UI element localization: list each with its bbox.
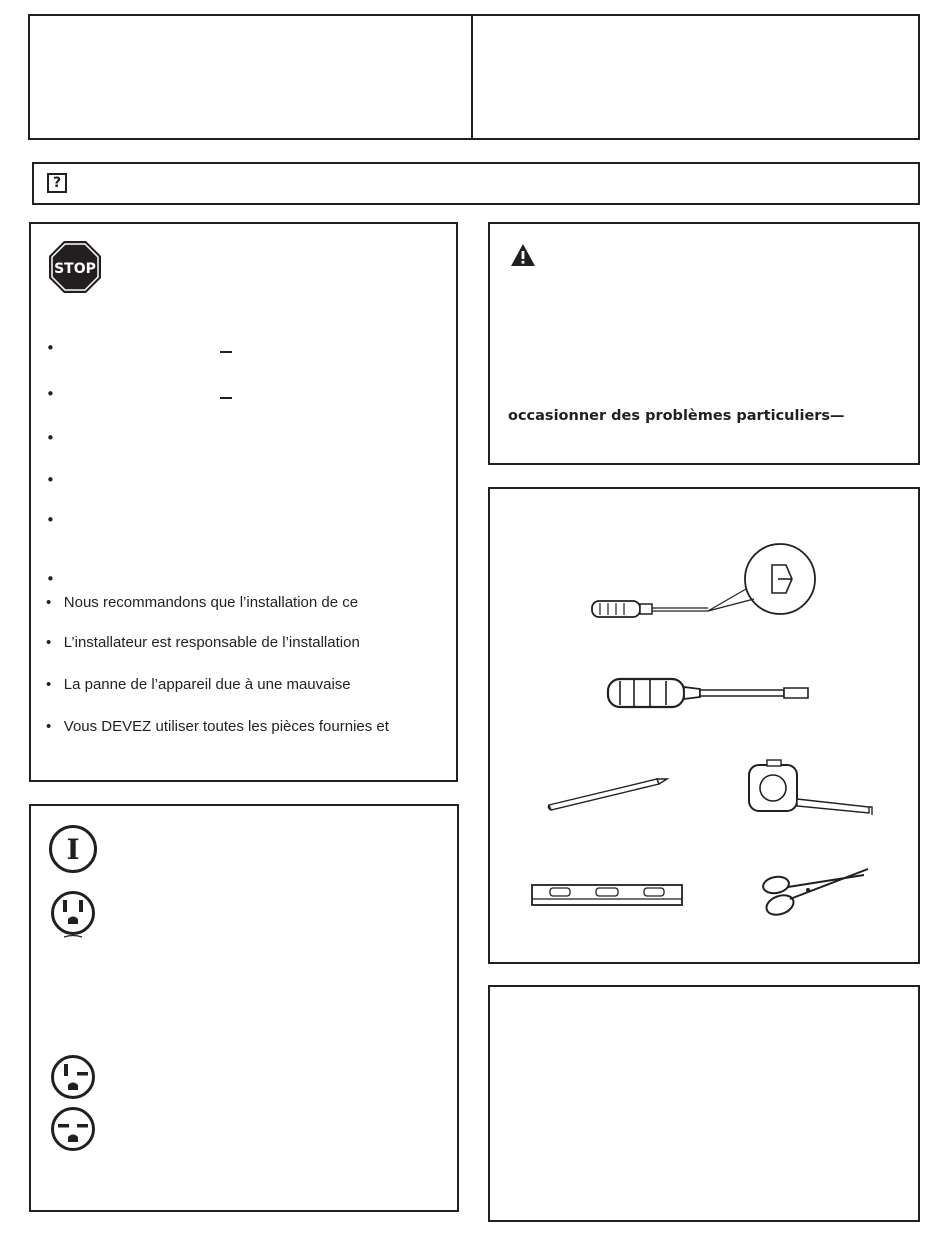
before-you-begin-panel — [29, 222, 458, 782]
phillips-screwdriver-icon — [590, 539, 822, 619]
electrical-panel — [29, 804, 459, 1212]
header-divider — [471, 16, 473, 138]
warning-triangle-icon — [510, 243, 536, 267]
question-icon: ? — [47, 173, 67, 193]
blank-panel — [488, 985, 920, 1222]
outlet-twist-lock-icon — [50, 1054, 96, 1100]
stop-sign-label: STOP — [54, 261, 96, 277]
information-icon — [48, 824, 98, 874]
bullet-3: • — [46, 429, 55, 447]
note-text-2: L’installateur est responsable de l’installation — [63, 634, 360, 651]
tools-panel — [488, 487, 920, 964]
note-row-2: • L’installateur est responsable de l’installation — [46, 634, 360, 651]
outlet-three-prong-icon — [50, 890, 96, 938]
note-text-3: La panne de l’appareil due à une mauvaise — [63, 676, 351, 693]
note-text-1: Nous recommandons que l’installation de ce — [63, 594, 359, 611]
question-banner — [32, 162, 920, 205]
bullet-6: • — [46, 570, 55, 588]
note-text-4: Vous DEVEZ utiliser toutes les pièces fournies et — [63, 718, 389, 735]
note-row-1: • Nous recommandons que l’installation de ce — [46, 594, 359, 611]
note-row-3: • La panne de l’appareil due à une mauvaise — [46, 676, 351, 693]
dash-2 — [220, 397, 232, 399]
outlet-240v-icon — [50, 1106, 96, 1152]
tape-measure-icon — [745, 759, 875, 819]
information-letter: I — [66, 833, 80, 866]
pencil-icon — [545, 775, 669, 815]
warning-text: occasionner des problèmes particuliers— — [508, 408, 845, 424]
stop-sign-icon — [48, 240, 102, 294]
scissors-icon — [760, 865, 872, 919]
header-box — [28, 14, 920, 140]
warning-panel — [488, 222, 920, 465]
level-icon — [530, 881, 686, 909]
flat-screwdriver-icon — [606, 675, 816, 711]
note-row-4: • Vous DEVEZ utiliser toutes les pièces fournies et — [46, 718, 389, 735]
bullet-1: • — [46, 339, 55, 357]
bullet-4: • — [46, 471, 55, 489]
dash-1 — [220, 351, 232, 353]
bullet-5: • — [46, 511, 55, 529]
bullet-2: • — [46, 385, 55, 403]
